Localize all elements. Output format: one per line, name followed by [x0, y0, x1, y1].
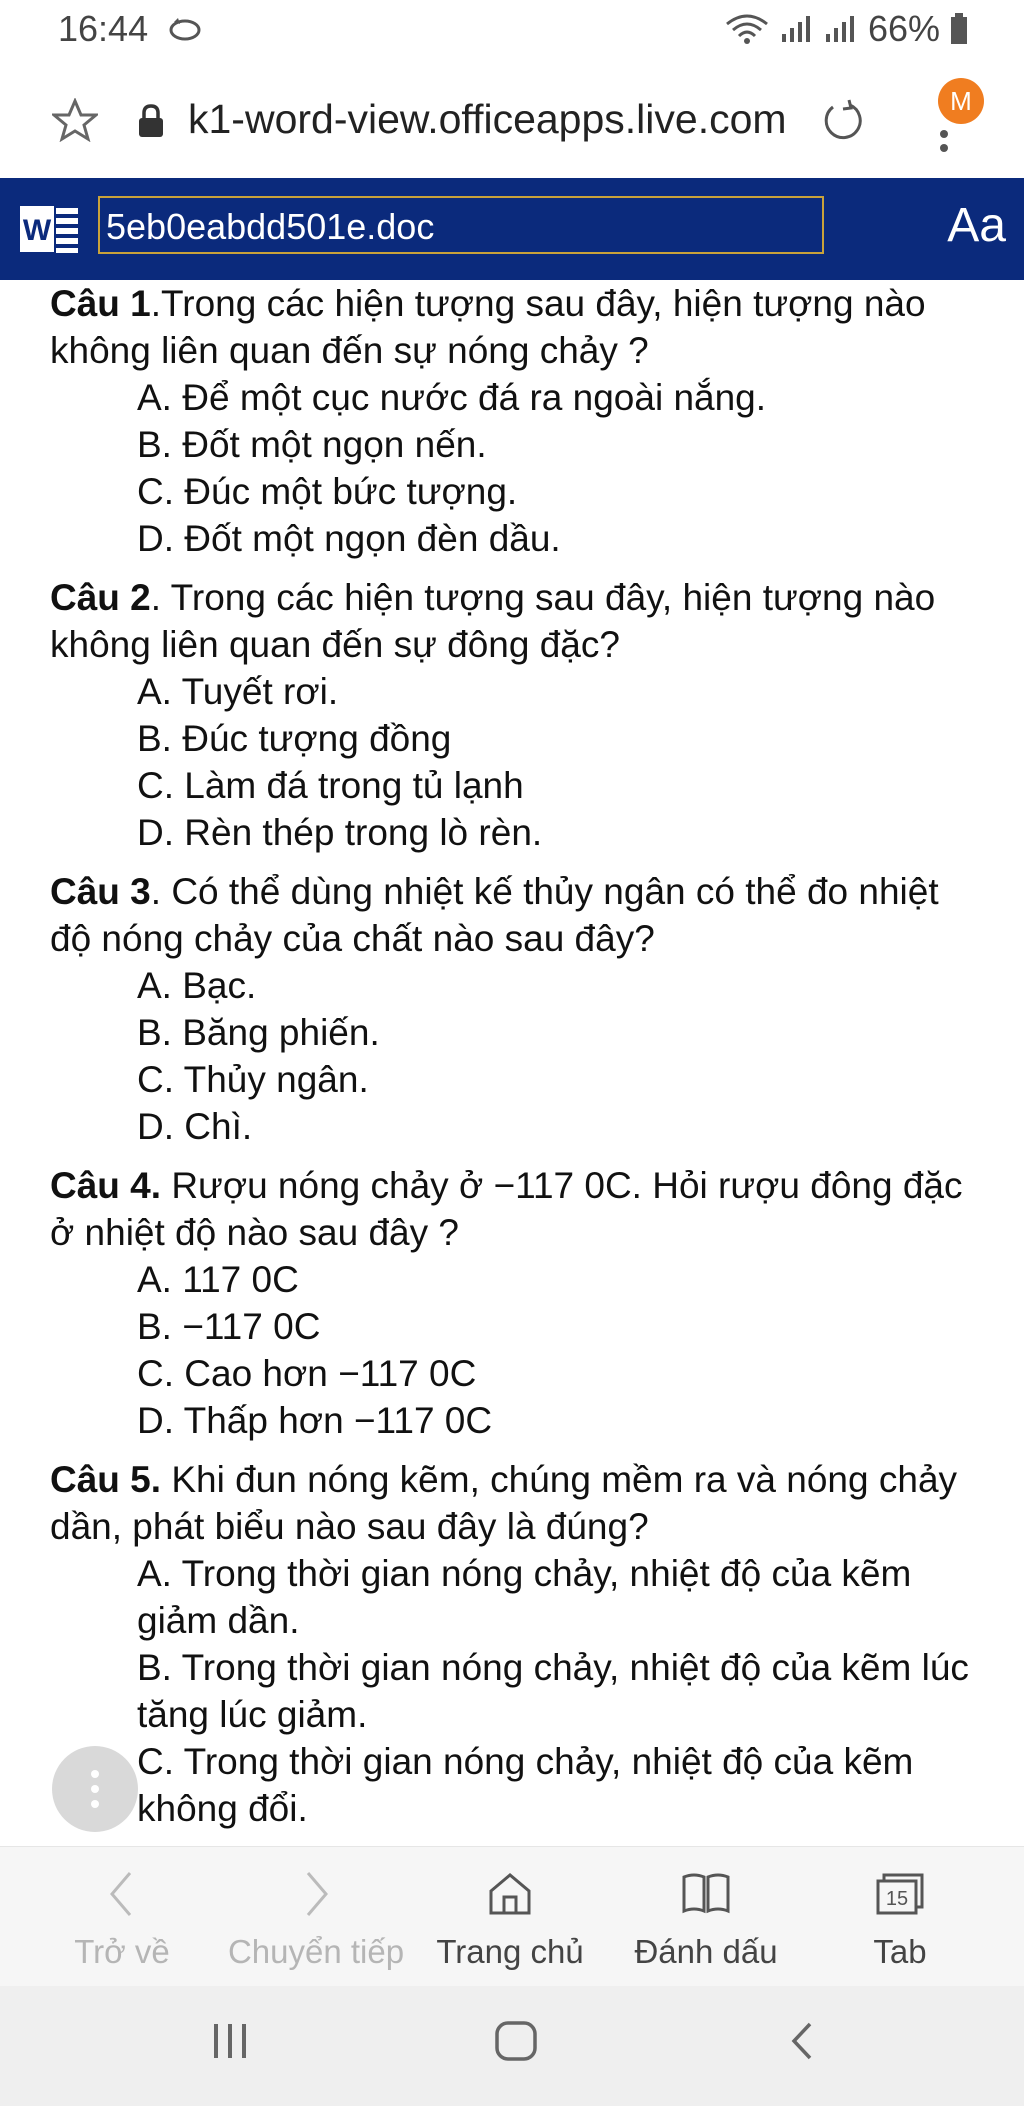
question-3: [50, 868, 984, 962]
menu-dot-icon: [940, 144, 948, 152]
option: B. Đúc tượng đồng: [137, 718, 452, 759]
nav-bookmark-label: Đánh dấu: [634, 1933, 778, 1970]
question-label: Câu 1: [50, 283, 151, 324]
option: D. Rèn thép trong lò rèn.: [137, 812, 543, 853]
nav-back-button[interactable]: [20, 1847, 224, 1987]
question-label: Câu 4.: [50, 1165, 162, 1206]
url-field[interactable]: k1-word-view.officeapps.live.com: [188, 96, 787, 142]
bookmark-star-icon[interactable]: [52, 98, 98, 147]
question-1: [50, 280, 984, 374]
menu-dot-icon: [940, 130, 948, 138]
option: C. Đúc một bức tượng.: [137, 471, 518, 512]
nav-back-label: Trở về: [74, 1933, 170, 1970]
question-label: Câu 3: [50, 871, 151, 912]
lock-icon: [136, 104, 166, 143]
recent-apps-icon[interactable]: [210, 2016, 250, 2071]
option: A. Tuyết rơi.: [137, 671, 339, 712]
question-text: . Trong các hiện tượng sau đây, hiện tượng nào không liên quan đến sự đông đặc?: [50, 577, 936, 665]
tabs-icon: [874, 1869, 926, 1919]
book-icon: [680, 1869, 732, 1919]
floating-menu-button[interactable]: [52, 1746, 138, 1832]
chevron-right-icon: [296, 1869, 336, 1919]
question-text: .Trong các hiện tượng sau đây, hiện tượng nào không liên quan đến sự nóng chảy ?: [50, 283, 926, 371]
nav-tabs-button[interactable]: [798, 1847, 1002, 1987]
option: C. Cao hơn −117 0C: [137, 1353, 477, 1394]
nav-bookmark-button[interactable]: [604, 1847, 808, 1987]
question-block-4: [0, 1162, 1024, 1444]
sync-icon: [168, 14, 202, 44]
option: A. Để một cục nước đá ra ngoài nắng.: [137, 377, 767, 418]
option: A. 117 0C: [137, 1259, 299, 1300]
nav-tabs-label: Tab: [873, 1933, 927, 1970]
question-label: Câu 5.: [50, 1459, 162, 1500]
option: C. Làm đá trong tủ lạnh: [137, 765, 524, 806]
home-system-icon[interactable]: [494, 2016, 538, 2071]
home-icon: [486, 1869, 534, 1919]
font-size-button[interactable]: Aa: [947, 199, 1006, 252]
browser-menu-button[interactable]: [930, 78, 990, 168]
option: D. Thấp hơn −117 0C: [137, 1400, 493, 1441]
nav-forward-label: Chuyển tiếp: [227, 1933, 405, 1970]
battery-icon: [950, 13, 968, 45]
status-right: [724, 8, 968, 50]
question-block-2: [0, 574, 1024, 856]
question-text: . Có thể dùng nhiệt kế thủy ngân có thể đo nhiệt độ nóng chảy của chất nào sau đây?: [50, 871, 939, 959]
battery-text: 66%: [867, 8, 940, 49]
option: C. Thủy ngân.: [137, 1059, 369, 1100]
svg-text:W: W: [22, 214, 52, 247]
question-2: [50, 574, 984, 668]
option: B. Đốt một ngọn nến.: [137, 424, 487, 465]
avatar[interactable]: M: [938, 78, 984, 124]
question-block-3: [0, 868, 1024, 1150]
option: A. Trong thời gian nóng chảy, nhiệt độ của kẽm giảm dần.: [137, 1553, 912, 1641]
word-header: [0, 178, 1024, 280]
menu-dot-icon: [91, 1785, 99, 1793]
signal-icon-2: [824, 14, 858, 44]
status-time: 16:44: [58, 8, 149, 49]
question-4: [50, 1162, 984, 1256]
status-bar: [0, 0, 1024, 60]
system-nav-bar: [0, 1986, 1024, 2106]
question-label: Câu 2: [50, 577, 151, 618]
document-body: [0, 280, 1024, 1846]
option: C. Trong thời gian nóng chảy, nhiệt độ của kẽm không đổi.: [137, 1741, 914, 1829]
menu-dot-icon: [91, 1800, 99, 1808]
tab-count: 15: [885, 1888, 909, 1910]
address-bar: [0, 60, 1024, 178]
word-logo-icon: [20, 202, 82, 261]
question-5: [50, 1456, 984, 1550]
option: B. Băng phiến.: [137, 1012, 380, 1053]
question-text: Rượu nóng chảy ở −117 0C. Hỏi rượu đông đặc ở nhiệt độ nào sau đây ?: [50, 1165, 963, 1253]
nav-home-button[interactable]: [408, 1847, 612, 1987]
option: B. Trong thời gian nóng chảy, nhiệt độ của kẽm lúc tăng lúc giảm.: [137, 1647, 969, 1735]
wifi-icon: [724, 12, 770, 46]
menu-dot-icon: [91, 1770, 99, 1778]
browser-bottom-nav: [0, 1846, 1024, 1987]
option: A. Bạc.: [137, 965, 257, 1006]
chevron-left-icon: [102, 1869, 142, 1919]
option: D. Chì.: [137, 1106, 253, 1147]
question-text: Khi đun nóng kẽm, chúng mềm ra và nóng chảy dần, phát biểu nào sau đây là đúng?: [50, 1459, 958, 1547]
signal-icon: [780, 14, 814, 44]
back-system-icon[interactable]: [786, 2016, 816, 2071]
nav-home-label: Trang chủ: [436, 1933, 584, 1970]
option: D. Đốt một ngọn đèn dầu.: [137, 518, 561, 559]
reload-icon[interactable]: [820, 98, 866, 149]
question-block-1: [0, 280, 1024, 562]
document-title[interactable]: 5eb0eabdd501e.doc: [98, 196, 824, 254]
question-block-5: [0, 1456, 1024, 1832]
nav-forward-button[interactable]: [214, 1847, 418, 1987]
option: B. −117 0C: [137, 1306, 321, 1347]
